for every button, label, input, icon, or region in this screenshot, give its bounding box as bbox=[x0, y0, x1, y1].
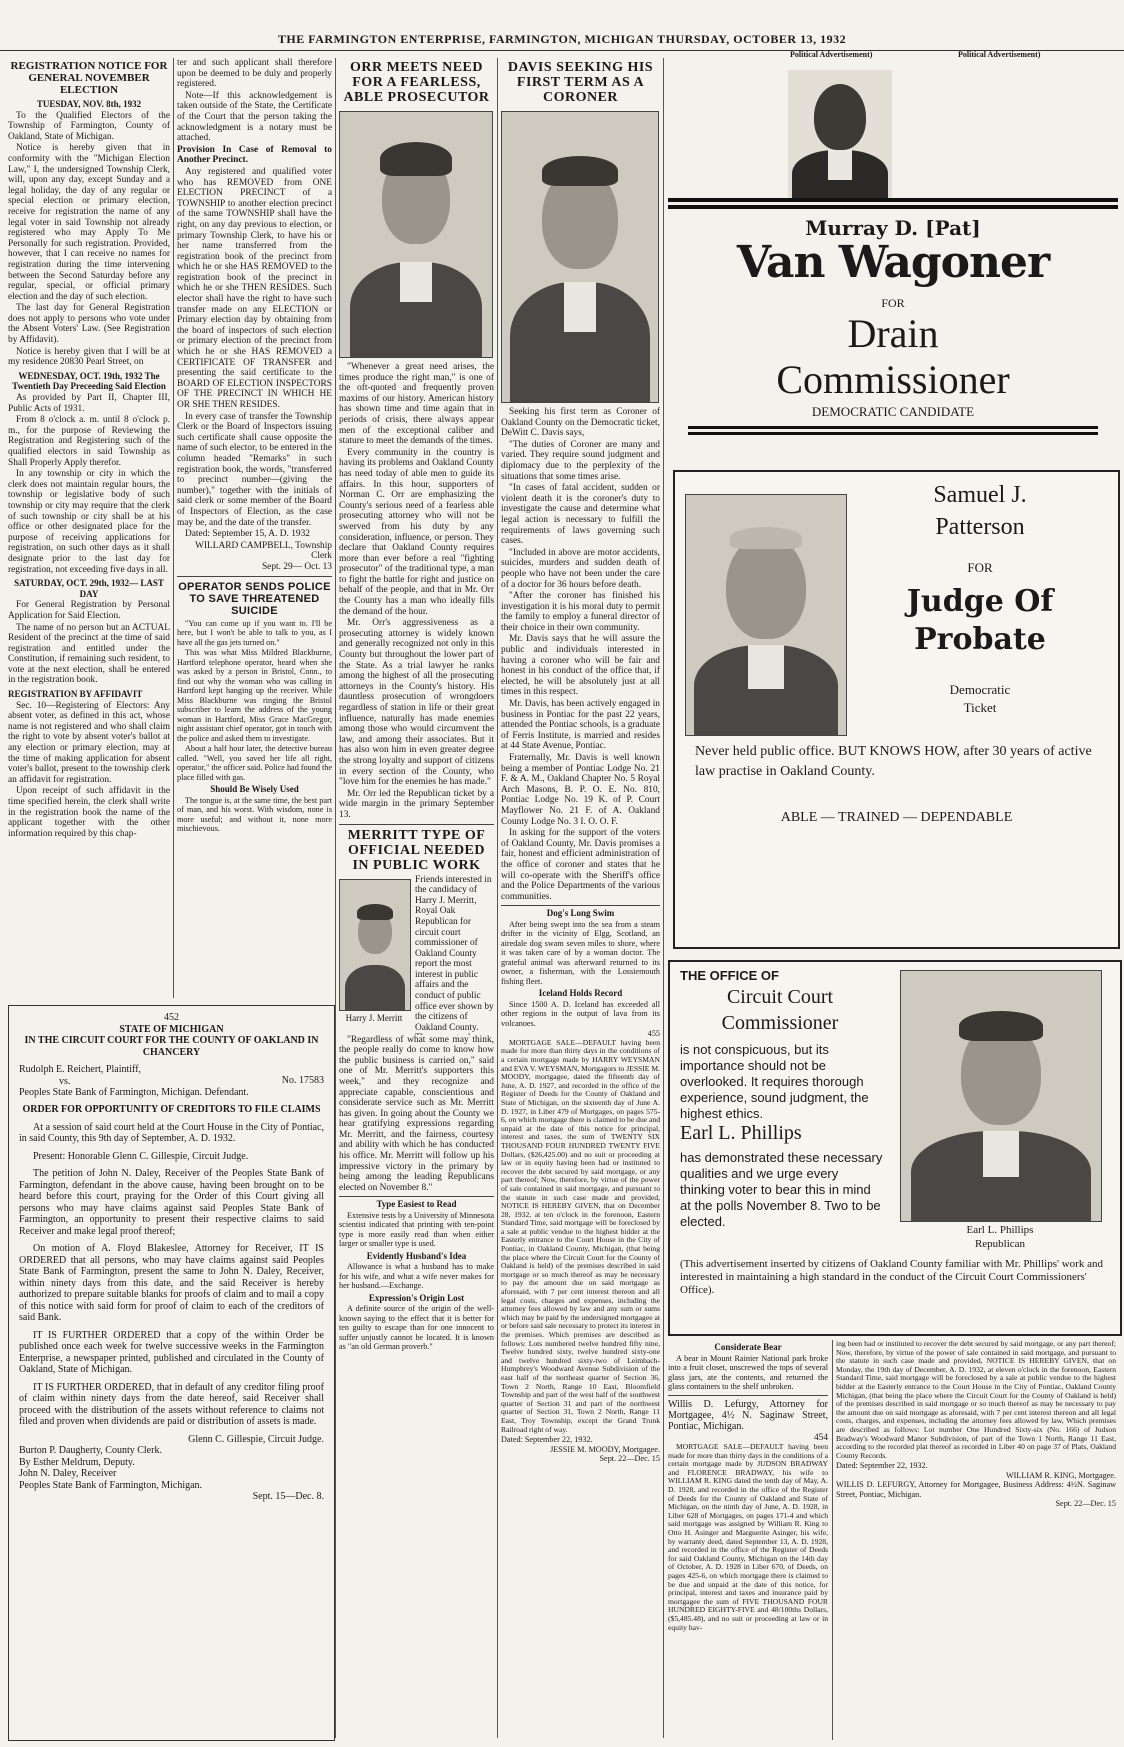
paragraph: "Regardless of what some may think, the people really do come to know how the public business is carried on," said one of Mr. Merritt's supporters this week," and they recognize and appreciate capable, conscientious and considerate service such as Mr. Merritt has given. In going about the County we hear gratifying expressions regarding Mr. Merritt, and the fairness, courtesy and ability with which he has conducted his office. Mr. Merritt will follow up his impressive victory in the primary by being among the leading Republicans elected on November 8." bbox=[339, 1034, 494, 1193]
patterson-ad bbox=[673, 470, 1120, 949]
paragraph: Notice is hereby given that in conformity with the "Michigan Election Law," I, the undersigned Township Clerk, will, upon any day, except Sunday and a legal holiday, the day of any regular or special election or primary election, receive for registration the name of any legal voter in said Township not already registered who may Apply To Me Personally for such registration. Provided, however, that I can receive no names for registration during the time intervening between the Second Saturday before any regular, special, or official primary election and the day of such election. bbox=[8, 143, 170, 302]
office-line-1: Drain bbox=[847, 311, 939, 356]
signature: John N. Daley, Receiver bbox=[19, 1468, 117, 1479]
dated-line: Dated: September 15, A. D. 1932 bbox=[185, 529, 310, 540]
operator-headline: OPERATOR SENDS POLICE TO SAVE THREATENED SUICIDE bbox=[178, 580, 331, 617]
paragraph: Allowance is what a husband has to make for his wife, and what a wife never makes for her husband.—Exchange. bbox=[339, 1262, 494, 1291]
paragraph: This was what Miss Mildred Blackburne, Hartford telephone operator, heard when she was asked by a person in Bristol, Conn., to find out why the woman who was calling in Hartford kept hanging up the receiver. While Miss Blackburne was ringing the Bristol subscriber to learn the address of the young woman in Hartford, Miss Grace MacGregor, night assistant chief operator, got in touch with the police and asked them to investigate. bbox=[177, 648, 332, 743]
paragraph: Notice is hereby given that I will be at my residence 20830 Pearl Street, on bbox=[8, 346, 170, 368]
merritt-caption: Harry J. Merritt bbox=[345, 1012, 403, 1023]
notice-number: 452 bbox=[164, 1012, 179, 1023]
review-date: WEDNESDAY, OCT. 19th, 1932 The Twentieth Day Preceeding Said Election bbox=[12, 370, 166, 392]
office-line-1: Judge Of bbox=[906, 584, 1054, 619]
office-line-2: Probate bbox=[914, 622, 1046, 657]
paragraph: After being swept into the sea from a steam drifter in the vicinity of Elgg, Scotland, an airedale dog swam seven miles to shore, where it was taken care of by a woman doctor. The grateful animal was afterward returned to its owner, a fisherman, with the Lossiemouth fishing fleet. bbox=[501, 919, 660, 986]
registration-date: TUESDAY, NOV. 8th, 1932 bbox=[36, 99, 142, 109]
paragraph: "Whenever a great need arises, the times produce the right man," is one of the oft-quoted and frequently proven maxims of our history. American history has shown time and time again that in periods of crisis, there always appear men of the exceptional caliber and stature to meet the demands of the times. bbox=[339, 362, 494, 447]
ad-rule bbox=[688, 426, 1098, 429]
dog-title: Dog's Long Swim bbox=[546, 908, 615, 919]
paragraph: "Included in above are motor accidents, suicides, murders and sudden death of people who have not been under the care of a doctor for 36 hours before death. bbox=[501, 547, 660, 590]
paragraph: The name of no person but an ACTUAL Resident of the precinct at the time of said registration and entitled under the Constitution, if remaining such resident, to vote at the next election, shall be entered in the registration book. bbox=[8, 622, 170, 686]
signature: Peoples State Bank of Farmington, Michigan. bbox=[19, 1479, 203, 1491]
political-adv-label-2: Political Advertisement) bbox=[958, 50, 1041, 59]
ad-rule bbox=[668, 198, 1118, 202]
iceland-title: Iceland Holds Record bbox=[538, 988, 623, 999]
run-dates: Sept. 22—Dec. 15 bbox=[1055, 1499, 1116, 1509]
ad-heading-3: Commissioner bbox=[721, 1012, 839, 1034]
paragraph: "In cases of fatal accident, sudden or violent death it is the coroner's duty to investigate the cause and determine what legal action is necessary to fulfill the requirements of laws governing such cases. bbox=[501, 483, 660, 547]
office-line-2: Commissioner bbox=[776, 357, 1010, 402]
portrait-photo bbox=[339, 111, 493, 358]
plaintiff: Rudolph E. Reichert, Plaintiff, bbox=[19, 1064, 142, 1075]
paragraph: Seeking his first term as Coroner of Oakland County on the Democratic ticket, DeWitt C. Davis says, bbox=[501, 407, 660, 439]
attorney-line: WILLIS D. LEFURGY, Attorney for Mortgagee, Business Address: 4½N. Saginaw Street, Pontiac, Michigan. bbox=[836, 1480, 1116, 1499]
ad-body: has demonstrated these necessary qualities and we urge every thinking voter to bear this in mind at the polls November 8. Two to be elected. bbox=[680, 1150, 883, 1229]
paragraph: The last day for General Registration does not apply to persons who vote under the Absent Voters' Law. (See Registration by Affidavit). bbox=[8, 303, 170, 346]
divider bbox=[501, 905, 660, 906]
candidate-surname: Patterson bbox=[935, 514, 1025, 540]
paragraph: Present: Honorable Glenn C. Gillespie, Circuit Judge. bbox=[33, 1150, 249, 1162]
paragraph: "You can come up if you want to. I'll be here, but I won't be able to talk to you, as I have all the gas jets turned on." bbox=[177, 618, 332, 647]
photo-caption-party: Republican bbox=[974, 1238, 1026, 1250]
portrait-photo bbox=[339, 879, 411, 1011]
paragraph: Mr. Davis, has been actively engaged in business in Pontiac for the past 22 years, attended the Pontiac schools, is a graduate of Ferris Institute, is married and resides at 44 State Avenue, Pontiac. bbox=[501, 699, 660, 752]
paragraph: Since 1500 A. D. Iceland has exceeded all other regions in the output of lava from its volcanoes. bbox=[501, 999, 660, 1028]
paragraph: "The duties of Coroner are many and varied. They require sound judgment and diplomacy due to the perplexity of the situations that some times arise. bbox=[501, 439, 660, 482]
merritt-photo-block bbox=[339, 875, 494, 1035]
divider bbox=[668, 1395, 828, 1396]
portrait-photo bbox=[900, 970, 1102, 1222]
paragraph: Mr. Orr's aggressiveness as a prosecuting attorney is widely known and generally recognized not only in this County but throughout the lower part of the State. As a trial lawyer he ranks among the highest of all the prosecuting attorneys in the County's history. His dauntless prosecution of wrongdoers regardless of station in life or their great influence, naturally has made enemies among those who would circumvent the law, and among their associates. But it has also won him in even greater degree the strong loyalty and support of citizens in every section of the County, who "love him for the enemies he has made." bbox=[339, 618, 494, 788]
paragraph: A definite source of the origin of the well-known saying to the effect that it is better for ten guilty to escape than for one innocent to suffer unjustly cannot be located. It is known as "an old German proverb." bbox=[339, 1304, 494, 1352]
run-dates: Sept. 22—Dec. 15 bbox=[599, 1454, 660, 1464]
case-number: No. 17583 bbox=[281, 1075, 324, 1086]
portrait-photo bbox=[788, 70, 892, 200]
davis-photo bbox=[501, 107, 660, 407]
blurb: Never held public office. BUT KNOWS HOW, after 30 years of active law practise in Oakland County. bbox=[695, 744, 1092, 779]
paragraph: In any township or city in which the clerk does not maintain regular hours, the township or legislative body of such township or city may require that the clerk of such township or city shall be at his office or other designated place for the purpose of receiving applications for registration, on such other days as it shall designate prior to the last day for registration, not exceeding five days in all. bbox=[8, 469, 170, 575]
portrait-photo bbox=[685, 494, 847, 736]
notice-number: 454 bbox=[813, 1432, 828, 1443]
mortgagee-signature: JESSIE M. MOODY, Mortgagee. bbox=[550, 1444, 660, 1454]
ad-intro: is not conspicuous, but its importance should not be overlooked. It requires thorough experience, sound judgment, the highest ethics. bbox=[680, 1042, 869, 1121]
paragraph: In every case of transfer the Township Clerk or the Board of Inspectors issuing such certificate shall cause opposite the name of such elector, to be entered in the column headed "Remarks" in such registration book, the words, "transferred to precinct number—(giving the number)," together with the initials of said clerk or some member of the Board of Inspectors of Election, as the case may be, and the date of the transfer. bbox=[177, 411, 332, 528]
orr-article bbox=[339, 58, 494, 1728]
paragraph: Any registered and qualified voter who has REMOVED from ONE ELECTION PRECINCT of a TOWNSHIP to another election precinct of the same TOWNSHIP shall have the right, on any day previous to election, or primary Township Clerk, to have his or her name transferred from the registration book of the precinct from which he or she HAS REMOVED to the registration book of the precinct in which he or she THEN RESIDES. Such elector shall have the right to have such transfer made on any ELECTION or Primary election day by obtaining from the board of inspectors of such election or primary election of the precinct from which he or she HAS REMOVED a CERTIFICATE OF TRANSFER and presenting the said certificate to the BOARD OF ELECTION INSPECTORS OF THE PRECINCT IN WHICH HE OR SHE THEN RESIDES. bbox=[177, 166, 332, 410]
paragraph: A bear in Mount Rainier National park broke into a fruit closet, unscrewed the tops of several glass jars, ate the contents, and returned the glass containers to the shelf unbroken. bbox=[668, 1353, 828, 1391]
ticket-line-1: Democratic bbox=[949, 682, 1011, 697]
for-label: FOR bbox=[881, 296, 905, 310]
vanwagoner-ad bbox=[668, 58, 1118, 453]
portrait-photo bbox=[501, 111, 659, 403]
paragraph: As provided by Part II, Chapter III, Public Acts of 1931. bbox=[8, 393, 170, 414]
orr-headline: ORR MEETS NEED FOR A FEARLESS, ABLE PROSECUTOR bbox=[343, 60, 490, 105]
signature: By Esther Meldrum, Deputy. bbox=[19, 1456, 135, 1468]
divider bbox=[177, 576, 332, 577]
paragraph: IT IS FURTHER ORDERED that a copy of the within Order be published once each week for twelve successive weeks in the Farmington Enterprise, a newspaper printed, published and circulated in the County of Oakland, State of Michigan. bbox=[19, 1329, 324, 1375]
column-rule bbox=[335, 58, 336, 1738]
candidate-surname: Van Wagoner bbox=[736, 237, 1050, 288]
candidate-name: Earl L. Phillips bbox=[680, 1122, 802, 1144]
registration-title: REGISTRATION NOTICE FOR GENERAL NOVEMBER ELECTION bbox=[10, 60, 168, 96]
masthead-rule bbox=[0, 50, 1124, 51]
candidate-first-name: Samuel J. bbox=[933, 482, 1027, 508]
type-title: Type Easiest to Read bbox=[376, 1199, 457, 1210]
paragraph: On motion of A. Floyd Blakeslee, Attorney for Receiver, IT IS ORDERED that all persons, who may have claims against said Peoples State Bank of Farmington, present the same to John N. Daley, Receiver, within ninety days from this date, and the said Receiver is hereby authorized to prepare suitable blanks for proofs of claim and to mail a copy of this notice with said form for proof of claim to each of the creditors of said Bank. bbox=[19, 1243, 324, 1323]
divider bbox=[339, 1196, 494, 1197]
run-dates: Sept. 29— Oct. 13 bbox=[261, 561, 332, 572]
paragraph: Provision In Case of Removal to Another Precinct. bbox=[177, 144, 332, 166]
paragraph: ter and such applicant shall therefore upon be deemed to be duly and properly registered. bbox=[177, 58, 332, 90]
column-rule bbox=[497, 58, 498, 1738]
notice-number: 455 bbox=[647, 1029, 660, 1039]
versus: vs. bbox=[59, 1075, 71, 1087]
bear-and-mortgage bbox=[668, 1340, 828, 1740]
paragraph: Note—If this acknowledgement is taken outside of the State, the Certificate of the Court that the person taking the acknowledgment is a notary must be attached. bbox=[177, 90, 332, 144]
dated-line: Dated: September 22, 1932. bbox=[501, 1435, 593, 1445]
paragraph: IT IS FURTHER ORDERED, that in default of any creditor filing proof of claim within ninety days from the date hereof, said Receiver shall proceed with the distribution of the assets without reference to claims not filed and proven when dividends are paid or distribution of assets is made. bbox=[19, 1381, 324, 1427]
dated-line: Dated: September 22, 1932. bbox=[836, 1461, 928, 1471]
signature: Burton P. Daugherty, County Clerk. bbox=[19, 1445, 162, 1456]
paragraph: At a session of said court held at the Court House in the City of Pontiac, in said County, this 9th day of September, A. D. 1932. bbox=[19, 1121, 324, 1144]
political-adv-label-1: Political Advertisement) bbox=[790, 50, 873, 59]
clerk-signature: WILLARD CAMPBELL, Township Clerk bbox=[195, 540, 332, 562]
paragraph: Upon receipt of such affidavit in the time specified herein, the clerk shall write in the registration book the name of the applicant together with the other information required by this chap- bbox=[8, 786, 170, 839]
registration-continued bbox=[177, 58, 332, 998]
paragraph: About a half hour later, the detective bureau called. "Well, you saved her life all right, operator," the officer said. Police had found the place filled with gas. bbox=[177, 744, 332, 782]
state-heading: STATE OF MICHIGAN bbox=[119, 1023, 224, 1035]
order-title: ORDER FOR OPPORTUNITY OF CREDITORS TO FILE CLAIMS bbox=[22, 1104, 321, 1115]
registration-notice bbox=[8, 58, 170, 1003]
affidavit-title: REGISTRATION BY AFFIDAVIT bbox=[8, 689, 143, 700]
husband-title: Evidently Husband's Idea bbox=[366, 1250, 467, 1261]
masthead: THE FARMINGTON ENTERPRISE, FARMINGTON, MICHIGAN THURSDAY, OCTOBER 13, 1932 bbox=[277, 32, 847, 46]
mortgage-text: MORTGAGE SALE—DEFAULT having been made for more than thirty days in the conditions of a certain mortgage made by JUDSON BRADWAY and FLORENCE BRADWAY, his wife to WILLIAM R. KING dated the tenth day of May, A. D. 1928, and recorded in the office of the Register of Deeds for the County of Oakland and State of Michigan, on the ninth day of June, A. D. 1928, in Liber 628 of Mortgages, on pages 171-4 and which said mortgage was assigned by William R. King to Otto H. Asinger and Marguerite Asinger, his wife, by warranty deed, dated September 13, A. D. 1928, and recorded in the office of the Register of Deeds for said Oakland County, Michigan on the 14th day of October, A. D. 1928 in Liber 670, of Deeds, on pages 425-6, on which mortgage there is claimed to be due and unpaid at the date of this notice, for principal, interest and taxes and insurance paid by mortgagee the sum of FIVE THOUSAND FOUR HUNDRED EIGHTY-FIVE and 48/100ths Dollars, ($5,485.48), and no suit or proceeding at law or in equity hav- bbox=[668, 1442, 828, 1632]
attorney-ad: Willis D. Lefurgy, Attorney for Mortgagee, 4½ N. Saginaw Street, Pontiac, Michigan. bbox=[668, 1398, 828, 1432]
davis-headline: DAVIS SEEKING HIS FIRST TERM AS A CORONER bbox=[507, 60, 654, 105]
paragraph: The petition of John N. Daley, Receiver of the Peoples State Bank of Farmington, defendant in the above cause, having been brought on to be heard before this court, praying for the Order of this Court giving all persons who may have claims against said Peoples State Bank of Farmington, an opportunity to present their respective claims to said Receiver and make legal proof thereof; bbox=[19, 1168, 324, 1237]
paragraph: Mr. Davis says that he will assure the public and individuals interested in having a coroner who will be fair and honest in his conduct of the office that, if elected, he will be absolutely just at all times in this respect. bbox=[501, 634, 660, 698]
ad-footer: (This advertisement inserted by citizens of Oakland County familiar with Mr. Phillips' work and interested in maintaining a high standard in the conduct of the Circuit Court Commissioners' Office). bbox=[680, 1258, 1103, 1296]
mortgage-text: ing been had or instituted to recover the debt secured by said mortgage, or any part thereof; Now, therefore, by virtue of the power of sale contained in said mortgage, and pursuant to the statute in such case made and provided, NOTICE IS HEREBY GIVEN, that on Monday, the 19th day of December, A. D. 1932, at eleven o'clock in the forenoon, Eastern Standard Time, said mortgage will be foreclosed by a sale at public vendue to the highest bidder at the Easterly entrance to the Court House in the City of Pontiac, Oakland County Michigan, (that being the place where the Circuit Court for the County of Oakland is held) of the premises described in said mortgage or so much thereof as may be necessary to pay the amount due on said mortgage as aforesaid, with 7 per cent interest thereon and all legal costs, charges, and expenses, including the attorney fees allowed by law, Which premises are described as follows: Lot number One Hundred Sixty-six (No. 166) of Judson Bradway's Woodward Manor Subdivision, of part of the Town 1 North, Range 11 East, according to the recorded plat thereof as recorded in Liber 40 on page 37 of Plats, Oakland County Records. bbox=[836, 1340, 1116, 1460]
paragraph: Mr. Orr led the Republican ticket by a wide margin in the primary September 13. bbox=[339, 788, 494, 820]
ticket-line-2: Ticket bbox=[963, 700, 997, 715]
court-heading: IN THE CIRCUIT COURT FOR THE COUNTY OF OAKLAND IN CHANCERY bbox=[24, 1035, 319, 1058]
paragraph: The tongue is, at the same time, the best part of man, and his worst. With wisdom, none is more useful; and without it, none more mischievous. bbox=[177, 795, 332, 833]
paragraph: To the Qualified Electors of the Township of Farmington, County of Oakland, State of Michigan. bbox=[8, 110, 170, 142]
ad-heading-2: Circuit Court bbox=[726, 986, 834, 1008]
ad-rule bbox=[668, 205, 1118, 209]
run-dates: Sept. 15—Dec. 8. bbox=[252, 1491, 324, 1502]
slogan: ABLE — TRAINED — DEPENDABLE bbox=[780, 810, 1013, 825]
wisely-title: Should Be Wisely Used bbox=[210, 784, 299, 794]
paragraph: "After the coroner has finished his investigation it is his moral duty to permit the family to employ a funeral director of their choice in their own community. bbox=[501, 591, 660, 633]
for-label: FOR bbox=[967, 560, 993, 575]
ad-heading-1: THE OFFICE OF bbox=[680, 968, 779, 983]
column-rule bbox=[173, 58, 174, 998]
merritt-side-text: Friends interested in the candidacy of Harry J. Merritt, Royal Oak Republican for circuit court commissioner of Oakland County report the most interest in public affairs and the conduct of public office ever shown by the citizens of Oakland County. bbox=[415, 874, 494, 1033]
ad-rule bbox=[688, 432, 1098, 435]
last-day: SATURDAY, OCT. 29th, 1932— LAST DAY bbox=[14, 578, 164, 599]
paragraph: Every community in the country is having its problems and Oakland County has need today of able men to guide its affairs. In this hour, supporters of Norman C. Orr are emphasizing the County's serious need of a fearless able prosecuting attorney who will not be swerved from his duty by any consideration, influence, or person. They declare that Oakland County requires more than ever before a real "fighting prosecutor" of the traditional type, a man to fight the battle for right and justice on behalf of the people, and that in Mr. Orr the County has a man who ideally fills the demand of the hour. bbox=[339, 447, 494, 617]
mortgage-continued bbox=[836, 1340, 1116, 1740]
defendant: Peoples State Bank of Farmington, Michigan. Defendant. bbox=[19, 1086, 249, 1098]
paragraph: From 8 o'clock a. m. until 8 o'clock p. m., for the purpose of Reviewing the Registration and Registering such of the qualified electors in said Township as Shall Properly Apply therefor. bbox=[8, 415, 170, 468]
orr-photo bbox=[339, 107, 494, 362]
paragraph: In asking for the support of the voters of Oakland County, Mr. Davis promises a fair, honest and efficient administration of the office of coroner and states that he will co-operate with the Sheriff's office and the Police Departments of the various communities. bbox=[501, 828, 660, 902]
column-rule bbox=[832, 1340, 833, 1740]
mortgagee-signature: WILLIAM R. KING, Mortgagee. bbox=[1005, 1470, 1116, 1480]
davis-article bbox=[501, 58, 660, 1728]
paragraph: Extensive tests by a University of Minnesota scientist indicated that printing with ten-point type is more easily read than when either larger or smaller type is used. bbox=[339, 1210, 494, 1249]
paragraph: For General Registration by Personal Application for Said Election. bbox=[8, 600, 170, 621]
bear-title: Considerate Bear bbox=[714, 1342, 782, 1352]
origin-title: Expression's Origin Lost bbox=[368, 1292, 465, 1303]
judge-signature: Glenn C. Gillespie, Circuit Judge. bbox=[188, 1433, 324, 1445]
merritt-headline: MERRITT TYPE OF OFFICIAL NEEDED IN PUBLIC WORK bbox=[347, 827, 486, 873]
photo-caption-name: Earl L. Phillips bbox=[966, 1224, 1034, 1236]
party-label: DEMOCRATIC CANDIDATE bbox=[811, 404, 975, 419]
mortgage-text: MORTGAGE SALE—DEFAULT having been made for more than thirty days in the conditions of a certain mortgage made by HARRY WEYSMAN and EVA V. WEYSMAN, Mortgagors to JESSIE M. MOODY, mortgagee, dated the fifteenth day of June, A. D. 1927, and recorded in the office of the Register of Deeds for the County of Oakland and State of Michigan, on the sixteenth day of June A. D. 1927, in Liber 479 of Mortgages, on pages 575-6, on which mortgage there is claimed to be due and unpaid at the date of this notice for principal, interest and taxes, the sum of TWENTY SIX THOUSAND FOUR HUNDRED TWENTY FIVE Dollars, ($26,425.00) and no suit or proceeding at law or in equity having been had or instituted to recover the debt secured by said mortgage, or any part thereof; Now, therefore, by virtue of the power of sale contained in said mortgage, and pursuant to the statute in such case made and provided, NOTICE IS HEREBY GIVEN, that on December 28, 1932, at ten o'clock in the forenoon, Eastern Standard Time, said mortgage will be foreclosed by a sale at public vendue to the highest bidder at the Easterly entrance to the Court House in the City of Pontiac, in Oakland County, Michigan, (that being the place where the Circuit Court for the County of Oakland is held) of the premises described in said mortgage or so much thereof as may be necessary to pay the amount due on said mortgage as aforesaid, with 7 per cent interest thereon and all legal costs, charges and expenses, including the attorney fees allowed by law and any sum or sums which may be paid by the undersigned mortgagee at or before said sale necessary to protect its interest in the premises. Which premises are described as follows: Lots numbered twelve hundred fifty nine, Twelve hundred sixty, twelve hundred sixty-one and twelve hundred sixty-two of Leimbach-Humphrey's Woodward Avenue Subdivision of the east half of the northeast quarter of Section 36, Town 2 North, Range 10 East, Bloomfield Township and part of the west half of the southwest quarter of Section 31 and part of the northwest quarter of Section 31, Town 2 North, Range 11 East, Troy Township, except the Grand Trunk Railroad right of way. bbox=[501, 1037, 660, 1434]
paragraph: Fraternally, Mr. Davis is well known being a member of Pontiac Lodge No. 21 F. & A. M., Oakland Chapter No. 5 Royal Arch Masons, B. P. O. E. No. 810, Pontiac Lodge No. 19 K. of P. Court Mayflower No. 21 F. of A. Oakland County Lodge No. 3 I. O. O. F. bbox=[501, 753, 660, 827]
phillips-ad bbox=[668, 960, 1122, 1336]
chancery-notice bbox=[8, 1005, 335, 1741]
column-rule bbox=[663, 58, 664, 1738]
candidate-name: Murray D. [Pat] bbox=[805, 216, 981, 240]
paragraph: Sec. 10—Registering of Electors: Any absent voter, as defined in this act, whose name is not registered and who shall claim the right to vote by absent voter's ballot at any election or primary election, may at the time of making application for absent voter's ballot, present to the township clerk an affidavit for registration. bbox=[8, 700, 170, 785]
divider bbox=[339, 824, 494, 825]
